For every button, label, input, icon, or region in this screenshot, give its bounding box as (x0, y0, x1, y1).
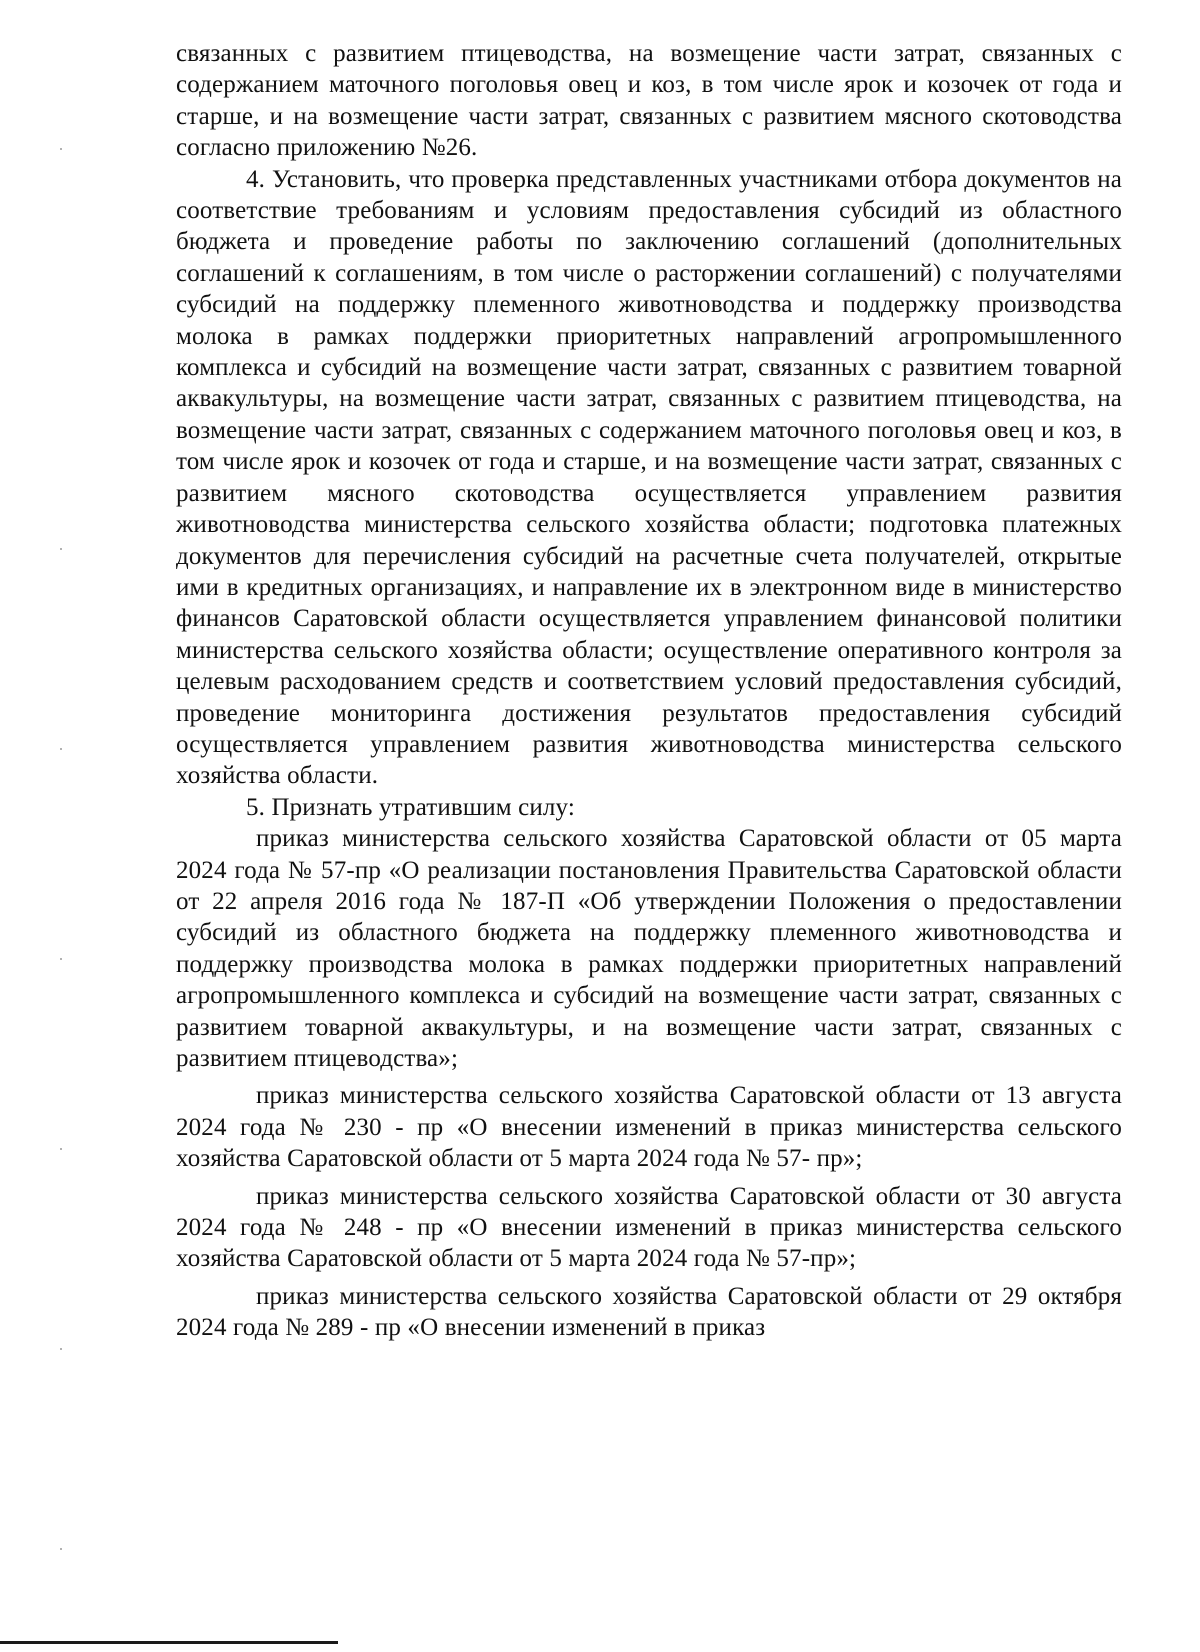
paragraph-item-5-heading: 5. Признать утратившим силу: (246, 793, 575, 821)
repealed-order-2: приказ министерства сельского хозяйства Саратовской области от 13 августа 2024 года № 230 - пр «О внесении изменений в приказ министерства сельского хозяйства Саратовской области от 5 марта 2024 года № 57- пр»; (176, 1082, 1122, 1173)
scan-speck (60, 148, 62, 150)
scan-speck (60, 958, 62, 960)
repealed-order-4: приказ министерства сельского хозяйства Саратовской области от 29 октября 2024 года № 289 - пр «О внесении изменений в приказ (176, 1282, 1122, 1342)
footer-rule (0, 1641, 338, 1644)
scan-speck (60, 1148, 62, 1150)
paragraph-item-4: 4. Установить, что проверка представленных участниками отбора документов на соответствие требованиям и условиям предоставления субсидий из областного бюджета и проведение работы по заключению соглашений (дополнительных соглашений к соглашениям, в том числе о расторжении соглашений) с получателями субсидий на поддержку племенного животноводства и поддержку производства молока в рамках поддержки приоритетных направлений агропромышленного комплекса и субсидий на возмещение части затрат, связанных с развитием товарной аквакультуры, на возмещение части затрат, связанных с развитием птицеводства, на возмещение части затрат, связанных с содержанием маточного поголовья овец и коз, в том числе ярок и козочек от года и старше, и на возмещение части затрат, связанных с развитием мясного скотоводства осуществляется управлением развития животноводства министерства сельского хозяйства области; подготовка платежных документов для перечисления субсидий на расчетные счета получателей, открытые ими в кредитных организациях, и направление их в электронном виде в министерство финансов Саратовской области осуществляется управлением финансовой политики министерства сельского хозяйства области; осуществление оперативного контроля за целевым расходованием средств и соответствием условий предоставления субсидий, проведение мониторинга достижения результатов предоставления субсидий осуществляется управлением развития животноводства министерства сельского хозяйства области. (176, 165, 1122, 790)
paragraph-continuation: связанных с развитием птицеводства, на возмещение части затрат, связанных с содержанием маточного поголовья овец и коз, в том числе ярок и козочек от года и старше, и на возмещение части затрат, связанных с развитием мясного скотоводства согласно приложению №26. (176, 40, 1122, 162)
repealed-order-3: приказ министерства сельского хозяйства Саратовской области от 30 августа 2024 года № 248 - пр «О внесении изменений в приказ министерства сельского хозяйства Саратовской области от 5 марта 2024 года № 57-пр»; (176, 1182, 1122, 1273)
scan-speck (60, 548, 62, 550)
scan-speck (60, 1548, 62, 1550)
document-body (176, 38, 1122, 1344)
scan-speck (60, 1348, 62, 1350)
scan-speck (60, 748, 62, 750)
repealed-order-1: приказ министерства сельского хозяйства Саратовской области от 05 марта 2024 года № 57-пр «О реализации постановления Правительства Саратовской области от 22 апреля 2016 года № 187-П «Об утверждении Положения о предоставлении субсидий из областного бюджета на поддержку племенного животноводства и поддержку производства молока в рамках поддержки приоритетных направлений агропромышленного комплекса и субсидий на возмещение части затрат, связанных с развитием товарной аквакультуры, и на возмещение части затрат, связанных с развитием птицеводства»; (176, 825, 1122, 1072)
